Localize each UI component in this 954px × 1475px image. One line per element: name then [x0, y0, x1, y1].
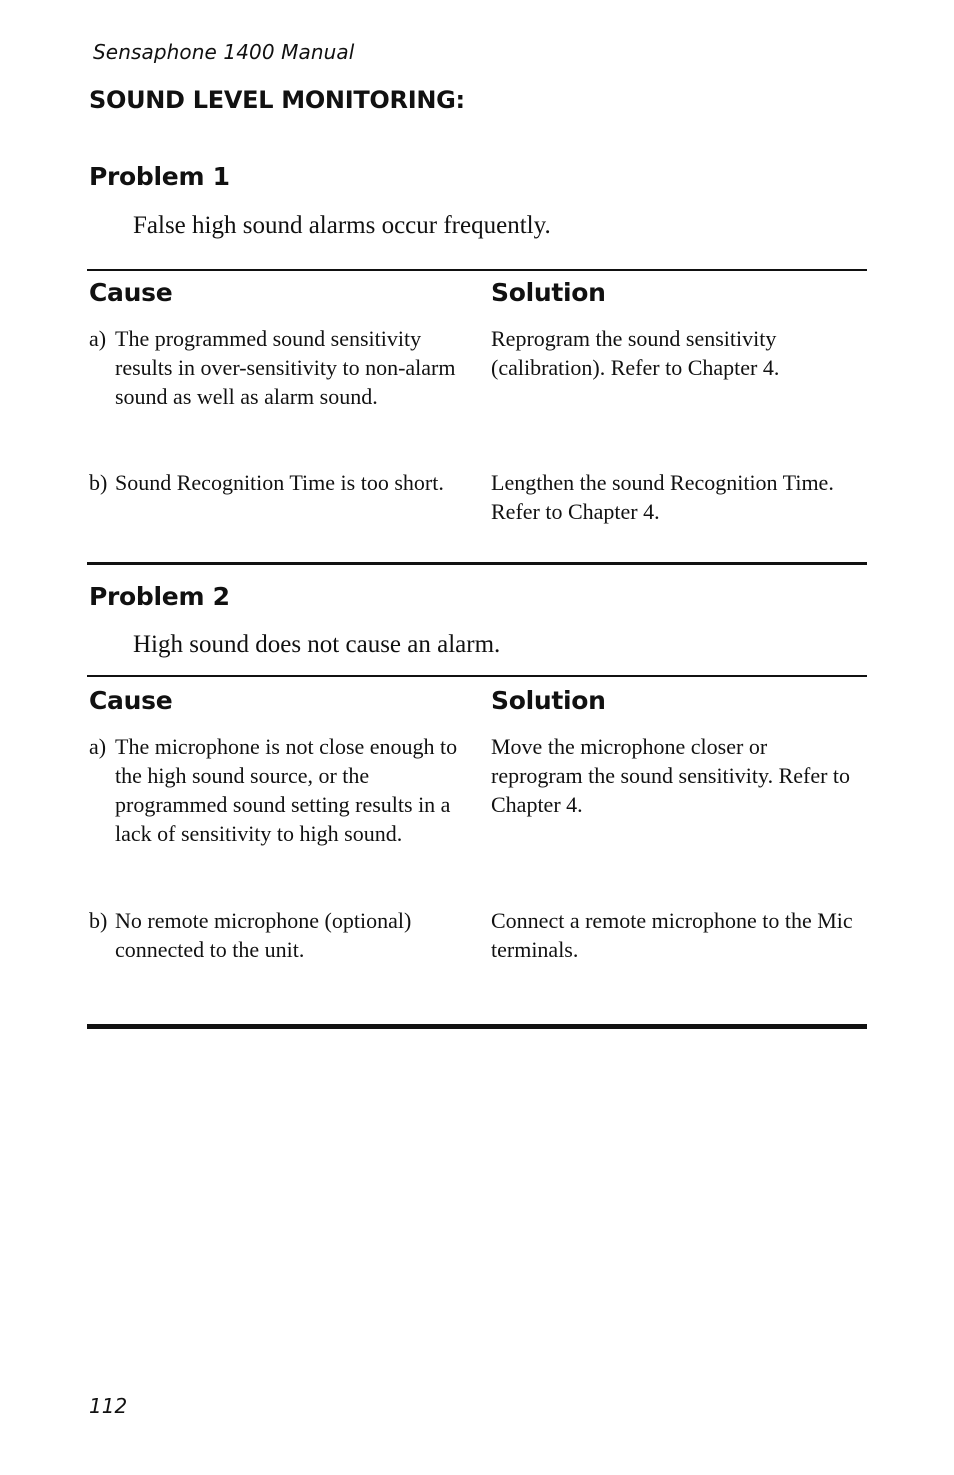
item-label: b): [89, 470, 108, 495]
cause-heading: Cause: [89, 686, 173, 715]
item-label: a): [89, 326, 107, 351]
cause-item: [89, 906, 459, 964]
problem-1-description: False high sound alarms occur frequently.: [133, 212, 551, 239]
cause-heading: Cause: [89, 278, 173, 307]
table-top-rule: [87, 269, 867, 271]
table-bottom-rule: [87, 1024, 867, 1029]
problem-2-title: Problem 2: [89, 582, 230, 611]
table-top-rule: [87, 675, 867, 677]
cause-item: [89, 468, 459, 497]
item-label: a): [89, 734, 107, 759]
cause-text: No remote microphone (optional) connected to the unit.: [115, 908, 412, 962]
solution-text: Lengthen the sound Recognition Time. Refer to Chapter 4.: [491, 470, 834, 524]
solution-text: Reprogram the sound sensitivity (calibration). Refer to Chapter 4.: [491, 326, 780, 380]
cause-text: Sound Recognition Time is too short.: [115, 470, 444, 495]
solution-heading: Solution: [491, 278, 606, 307]
cause-text: The programmed sound sensitivity results in over-sensitivity to non-alarm sound as well as alarm sound.: [115, 326, 456, 409]
problem-1-title: Problem 1: [89, 162, 230, 191]
cause-text: The microphone is not close enough to the high sound source, or the programmed sound setting results in a lack of sensitivity to high sound.: [115, 734, 458, 846]
section-title: SOUND LEVEL MONITORING:: [89, 86, 465, 114]
item-label: b): [89, 908, 108, 933]
solution-text: Move the microphone closer or reprogram the sound sensitivity. Refer to Chapter 4.: [491, 734, 851, 817]
solution-text: Connect a remote microphone to the Mic terminals.: [491, 908, 853, 962]
cause-item: [89, 324, 459, 411]
page-number: 112: [89, 1394, 128, 1418]
cause-item: [89, 732, 459, 848]
running-header: Sensaphone 1400 Manual: [93, 40, 355, 64]
table-bottom-rule: [87, 562, 867, 565]
solution-heading: Solution: [491, 686, 606, 715]
problem-2-description: High sound does not cause an alarm.: [133, 631, 501, 658]
